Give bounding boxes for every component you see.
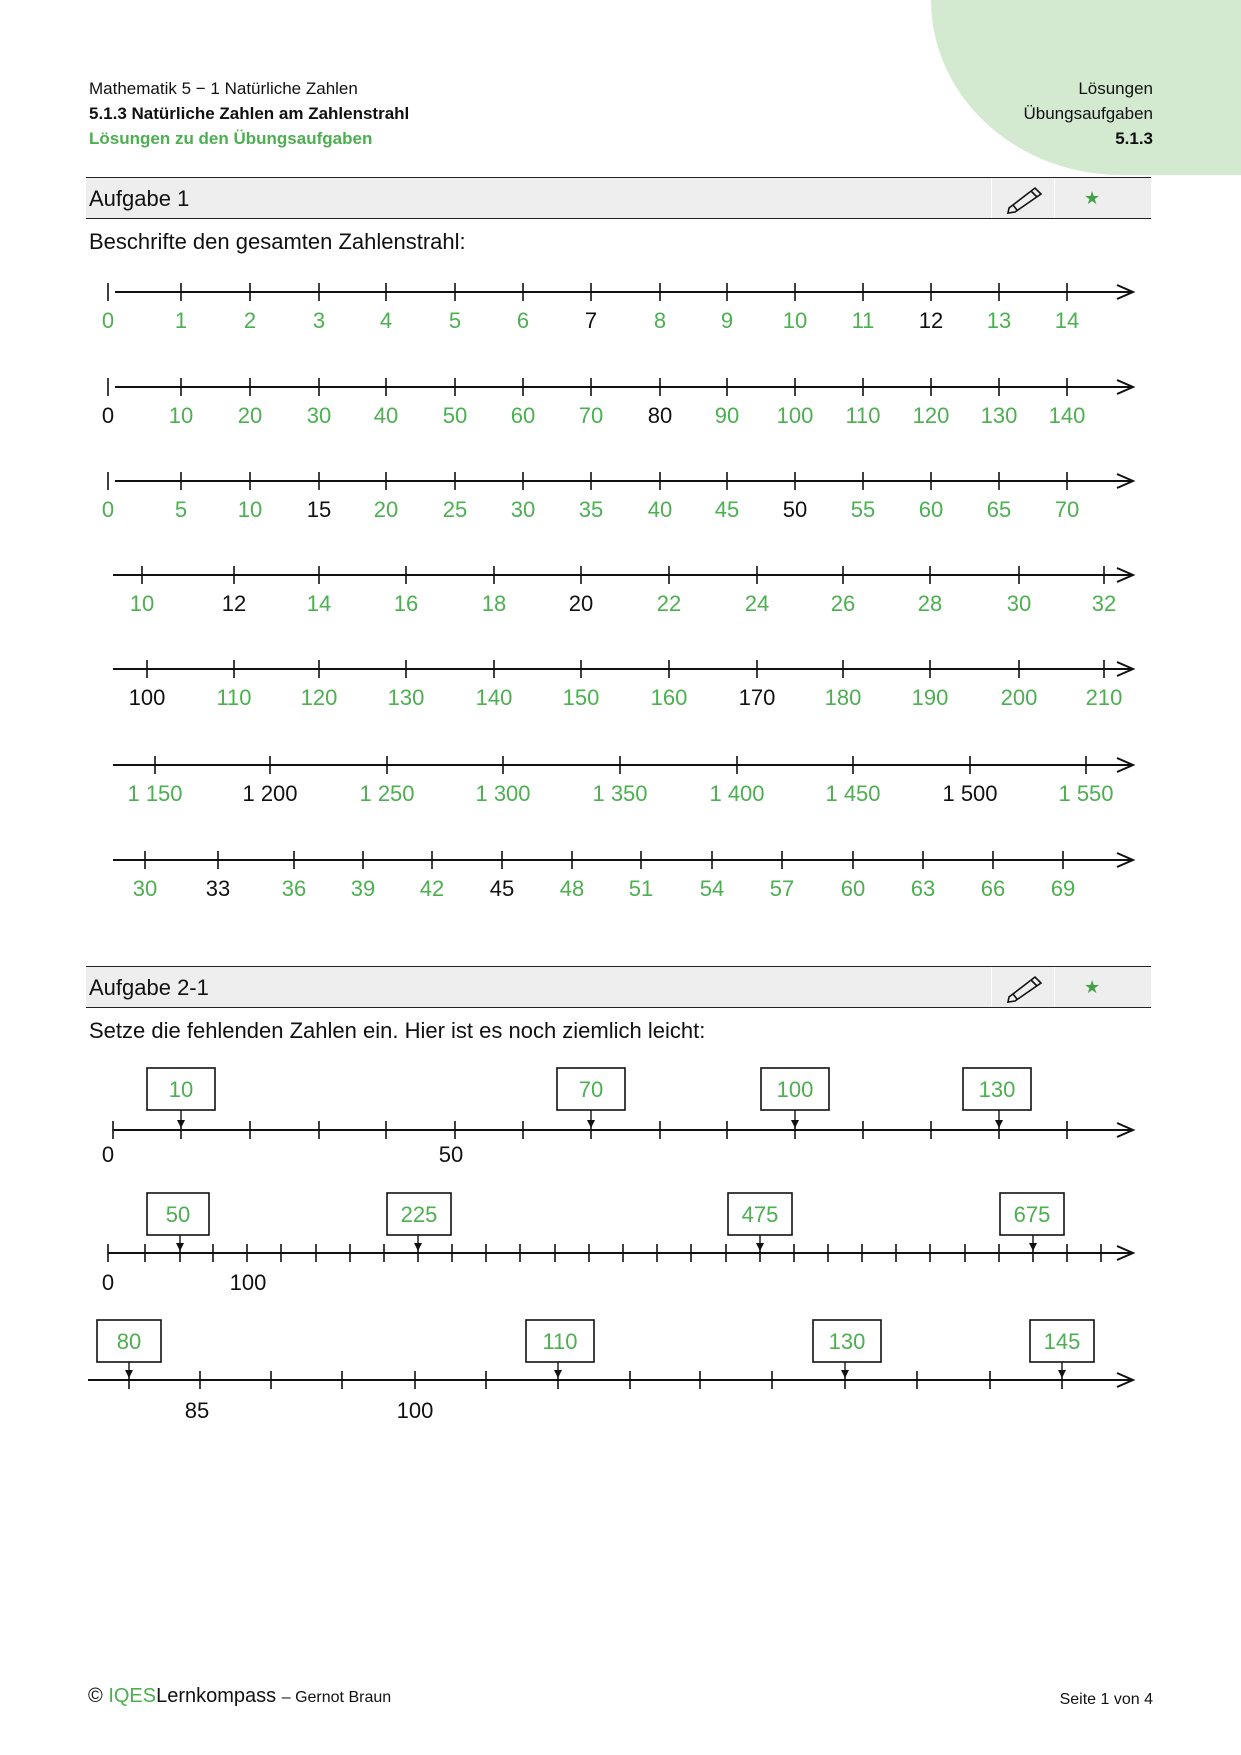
tick-label: 42 (419, 876, 445, 901)
page-number: Seite 1 von 4 (1059, 1691, 1153, 1708)
pointer-arrow (414, 1243, 422, 1251)
tick-label: 1 400 (709, 781, 765, 806)
header-topic: 5.1.3 Natürliche Zahlen am Zahlenstrahl (89, 104, 410, 123)
pointer-arrow (125, 1370, 133, 1378)
pointer-arrow (995, 1120, 1003, 1128)
tick-label: 51 (628, 876, 654, 901)
brand-lernkompass: Lernkompass (156, 1685, 277, 1707)
tick-label: 66 (980, 876, 1006, 901)
tick-label: 70 (578, 1077, 604, 1102)
tick-label: 100 (396, 1398, 434, 1423)
tick-label: 16 (393, 591, 419, 616)
tick-label: 32 (1091, 591, 1117, 616)
tick-label: 110 (216, 685, 252, 710)
tick-label: 10 (129, 591, 155, 616)
tick-label: 30 (1006, 591, 1032, 616)
tick-label: 1 350 (592, 781, 648, 806)
tick-label: 130 (980, 403, 1018, 428)
tick-label: 30 (132, 876, 158, 901)
tick-label: 50 (165, 1202, 191, 1227)
tick-label: 60 (840, 876, 866, 901)
tick-label: 55 (850, 497, 876, 522)
tick-label: 6 (516, 308, 530, 333)
tick-label: 85 (184, 1398, 210, 1423)
tick-label: 60 (918, 497, 944, 522)
tick-label: 130 (978, 1077, 1016, 1102)
tick-label: 1 200 (242, 781, 298, 806)
tick-label: 120 (300, 685, 338, 710)
tick-label: 10 (168, 1077, 194, 1102)
tick-label: 1 500 (942, 781, 998, 806)
pointer-arrow (176, 1243, 184, 1251)
tick-label: 1 300 (475, 781, 531, 806)
tick-label: 70 (578, 403, 604, 428)
tick-label: 130 (387, 685, 425, 710)
tick-label: 70 (1054, 497, 1080, 522)
pointer-arrow (756, 1243, 764, 1251)
tick-label: 0 (101, 497, 115, 522)
star-icon: ★ (1084, 188, 1101, 208)
pointer-arrow (791, 1120, 799, 1128)
pointer-arrow (1058, 1370, 1066, 1378)
tick-label: 20 (237, 403, 263, 428)
header-right-solutions: Lösungen (1078, 79, 1153, 98)
tick-label: 18 (481, 591, 507, 616)
tick-label: 25 (442, 497, 468, 522)
tick-label: 40 (647, 497, 673, 522)
tick-label: 0 (101, 1270, 115, 1295)
tick-label: 33 (205, 876, 231, 901)
tick-label: 50 (442, 403, 468, 428)
tick-label: 0 (101, 403, 115, 428)
task-1-instruction: Beschrifte den gesamten Zahlenstrahl: (89, 229, 466, 254)
tick-label: 69 (1050, 876, 1076, 901)
tick-label: 24 (744, 591, 770, 616)
tick-label: 30 (306, 403, 332, 428)
star-icon: ★ (1084, 977, 1101, 997)
pointer-arrow (554, 1370, 562, 1378)
pointer-arrow (1029, 1243, 1037, 1251)
header-right-exercises: Übungsaufgaben (1023, 104, 1153, 123)
tick-label: 50 (782, 497, 808, 522)
tick-label: 5 (448, 308, 462, 333)
tick-label: 8 (653, 308, 667, 333)
tick-label: 20 (373, 497, 399, 522)
tick-label: 3 (312, 308, 326, 333)
tick-label: 1 550 (1058, 781, 1114, 806)
brand-iqes: IQES (108, 1685, 157, 1707)
tick-label: 15 (306, 497, 332, 522)
task-2-instruction: Setze die fehlenden Zahlen ein. Hier ist es noch ziemlich leicht: (89, 1018, 706, 1043)
tick-label: 140 (475, 685, 513, 710)
tick-label: 50 (438, 1142, 464, 1167)
tick-label: 150 (562, 685, 600, 710)
tick-label: 1 (174, 308, 188, 333)
tick-label: 28 (917, 591, 943, 616)
tick-label: 190 (911, 685, 949, 710)
tick-label: 40 (373, 403, 399, 428)
tick-label: 10 (168, 403, 194, 428)
tick-label: 65 (986, 497, 1012, 522)
tick-label: 57 (769, 876, 795, 901)
tick-label: 130 (828, 1329, 866, 1354)
footer-brand (88, 1685, 391, 1708)
tick-label: 100 (776, 1077, 814, 1102)
tick-label: 11 (851, 308, 875, 333)
tick-label: 13 (986, 308, 1012, 333)
tick-label: 110 (542, 1329, 578, 1354)
tick-label: 35 (578, 497, 604, 522)
tick-label: 63 (910, 876, 936, 901)
pointer-arrow (841, 1370, 849, 1378)
tick-label: 180 (824, 685, 862, 710)
pointer-arrow (587, 1120, 595, 1128)
tick-label: 225 (400, 1202, 438, 1227)
tick-label: 0 (101, 1142, 115, 1167)
tick-label: 200 (1000, 685, 1038, 710)
tick-label: 100 (229, 1270, 267, 1295)
copyright-icon: © (88, 1685, 103, 1707)
tick-label: 210 (1085, 685, 1123, 710)
tick-label: 10 (782, 308, 808, 333)
tick-label: 39 (350, 876, 376, 901)
tick-label: 145 (1043, 1329, 1081, 1354)
tick-label: 100 (128, 685, 166, 710)
tick-label: 54 (699, 876, 725, 901)
tick-label: 0 (101, 308, 115, 333)
tick-label: 20 (568, 591, 594, 616)
tick-label: 475 (741, 1202, 779, 1227)
task-2-title: Aufgabe 2-1 (89, 975, 209, 1000)
tick-label: 36 (281, 876, 307, 901)
tick-label: 26 (830, 591, 856, 616)
tick-label: 100 (776, 403, 814, 428)
header-solutions: Lösungen zu den Übungsaufgaben (89, 129, 373, 148)
tick-label: 2 (243, 308, 257, 333)
footer-author: – Gernot Braun (281, 1689, 392, 1706)
tick-label: 14 (1054, 308, 1080, 333)
tick-label: 160 (650, 685, 688, 710)
tick-label: 1 450 (825, 781, 881, 806)
tick-label: 14 (306, 591, 332, 616)
tick-label: 5 (174, 497, 188, 522)
tick-label: 60 (510, 403, 536, 428)
tick-label: 4 (379, 308, 393, 333)
tick-label: 9 (720, 308, 734, 333)
tick-label: 22 (656, 591, 682, 616)
tick-label: 1 150 (127, 781, 183, 806)
header-right-section: 5.1.3 (1115, 129, 1153, 148)
tick-label: 7 (584, 308, 598, 333)
tick-label: 120 (912, 403, 950, 428)
tick-label: 90 (714, 403, 740, 428)
tick-label: 110 (845, 403, 881, 428)
tick-label: 80 (647, 403, 673, 428)
tick-label: 12 (918, 308, 944, 333)
header-subject: Mathematik 5 − 1 Natürliche Zahlen (89, 79, 358, 98)
tick-label: 675 (1013, 1202, 1051, 1227)
tick-label: 30 (510, 497, 536, 522)
tick-label: 140 (1048, 403, 1086, 428)
tick-label: 1 250 (359, 781, 415, 806)
tick-label: 80 (116, 1329, 142, 1354)
tick-label: 45 (489, 876, 515, 901)
tick-label: 48 (559, 876, 585, 901)
tick-label: 10 (237, 497, 263, 522)
tick-label: 170 (738, 685, 776, 710)
tick-label: 12 (221, 591, 247, 616)
task-1-title: Aufgabe 1 (89, 186, 190, 211)
pointer-arrow (177, 1120, 185, 1128)
tick-label: 45 (714, 497, 740, 522)
